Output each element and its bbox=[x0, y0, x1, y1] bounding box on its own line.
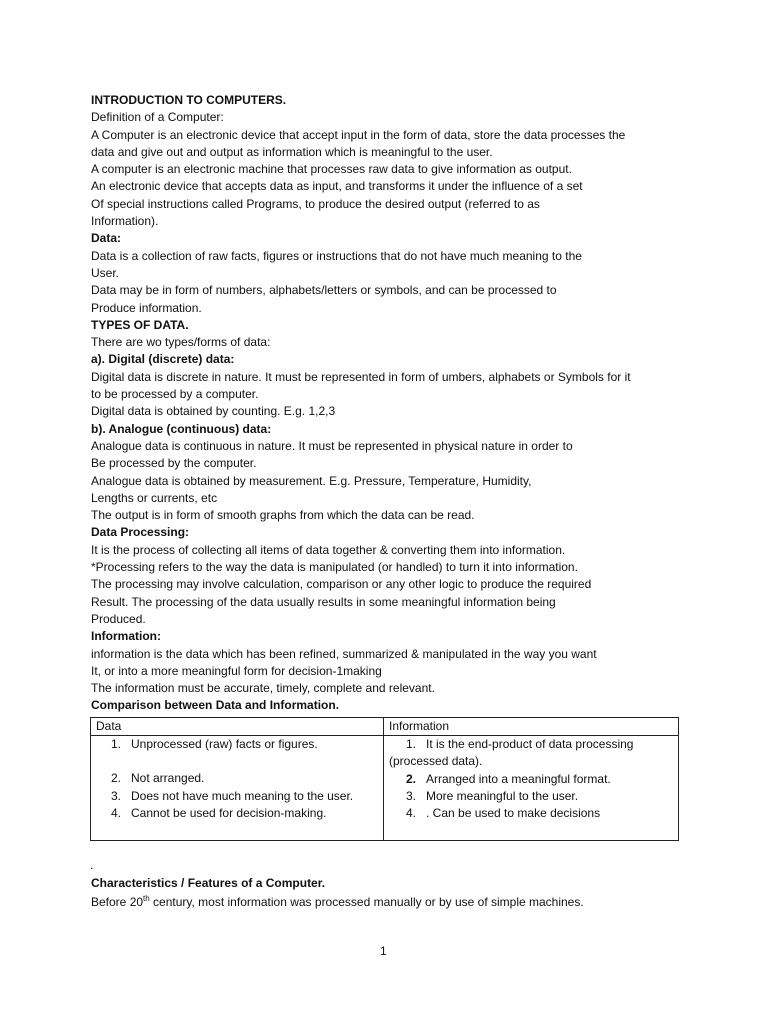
text-line: Of special instructions called Programs, to produce the desired output (referred to as bbox=[91, 196, 540, 211]
data-item-3: 3. Does not have much meaning to the user. bbox=[110, 788, 354, 803]
text-line: Information). bbox=[91, 214, 159, 229]
section-heading: TYPES OF DATA. bbox=[91, 317, 189, 332]
data-column bbox=[91, 736, 384, 841]
text-line: Produced. bbox=[91, 611, 146, 626]
information-column bbox=[384, 736, 679, 841]
data-item-2: 2. Not arranged. bbox=[110, 771, 205, 786]
text-line: Digital data is obtained by counting. E.g. 1,2,3 bbox=[91, 404, 336, 419]
section-heading: Data Processing: bbox=[91, 525, 190, 540]
comparison-table bbox=[90, 717, 679, 841]
text-line: Data may be in form of numbers, alphabets/letters or symbols, and can be processed to bbox=[91, 283, 557, 298]
info-item-2: 2. Arranged into a meaningful format. bbox=[405, 771, 611, 786]
text-line: The output is in form of smooth graphs from which the data can be read. bbox=[91, 508, 475, 523]
section-heading: b). Analogue (continuous) data: bbox=[91, 421, 272, 436]
section-heading: Information: bbox=[91, 629, 161, 644]
characteristics-heading: Characteristics / Features of a Computer. bbox=[91, 876, 326, 890]
text-line: Produce information. bbox=[91, 300, 202, 315]
text-line: A Computer is an electronic device that accept input in the form of data, store the data processes the bbox=[91, 127, 626, 142]
text-line: Be processed by the computer. bbox=[91, 456, 257, 471]
text-line: Definition of a Computer: bbox=[91, 110, 224, 125]
text-line: *Processing refers to the way the data is manipulated (or handled) to turn it into information. bbox=[91, 560, 578, 575]
text-line: An electronic device that accepts data as input, and transforms it under the influence of a set bbox=[91, 179, 583, 194]
text-line: Data is a collection of raw facts, figures or instructions that do not have much meaning to the bbox=[91, 248, 582, 263]
text-line: information is the data which has been refined, summarized & manipulated in the way you want bbox=[91, 646, 597, 661]
info-item-3: 3. More meaningful to the user. bbox=[405, 788, 579, 803]
text-line: A computer is an electronic machine that processes raw data to give information as output. bbox=[91, 162, 572, 177]
data-item-4: 4. Cannot be used for decision-making. bbox=[110, 805, 327, 820]
header-information: Information bbox=[384, 718, 679, 736]
text-line: User. bbox=[91, 265, 120, 280]
page-number: 1 bbox=[380, 944, 387, 958]
table-body-row bbox=[91, 736, 679, 841]
text-line: It is the process of collecting all items of data together & converting them into information. bbox=[91, 542, 566, 557]
table-header-row bbox=[91, 718, 679, 736]
text-line: to be processed by a computer. bbox=[91, 387, 259, 402]
section-heading: INTRODUCTION TO COMPUTERS. bbox=[91, 93, 287, 107]
info-item-4: 4. . Can be used to make decisions bbox=[405, 806, 601, 821]
text-line: Analogue data is obtained by measurement. E.g. Pressure, Temperature, Humidity, bbox=[91, 473, 532, 488]
text-line: There are wo types/forms of data: bbox=[91, 335, 271, 350]
stray-dot: . bbox=[90, 858, 94, 872]
text-line: Digital data is discrete in nature. It must be represented in form of umbers, alphabets or Symbols for it bbox=[91, 369, 631, 384]
section-heading: Comparison between Data and Information. bbox=[91, 698, 340, 713]
text-line: The processing may involve calculation, comparison or any other logic to produce the required bbox=[91, 577, 592, 592]
document-body bbox=[91, 92, 691, 715]
text-line: It, or into a more meaningful form for decision-1making bbox=[91, 663, 382, 678]
text-line: The information must be accurate, timely, complete and relevant. bbox=[91, 681, 435, 696]
text-line: Result. The processing of the data usually results in some meaningful information being bbox=[91, 594, 556, 609]
section-heading: a). Digital (discrete) data: bbox=[91, 352, 235, 367]
text-line: Analogue data is continuous in nature. It must be represented in physical nature in order to bbox=[91, 438, 573, 453]
info-item-1: 1. It is the end-product of data processing bbox=[405, 737, 634, 751]
before-20th-century-line: Before 20th century, most information was processed manually or by use of simple machines. bbox=[91, 894, 584, 909]
text-line: data and give out and output as information which is meaningful to the user. bbox=[91, 144, 493, 159]
section-heading: Data: bbox=[91, 231, 122, 246]
text-line: Lengths or currents, etc bbox=[91, 490, 218, 505]
header-data: Data bbox=[91, 718, 384, 736]
data-item-1: 1. Unprocessed (raw) facts or figures. bbox=[110, 737, 318, 751]
info-item-1-cont: (processed data). bbox=[389, 754, 483, 769]
spacer bbox=[91, 753, 383, 770]
